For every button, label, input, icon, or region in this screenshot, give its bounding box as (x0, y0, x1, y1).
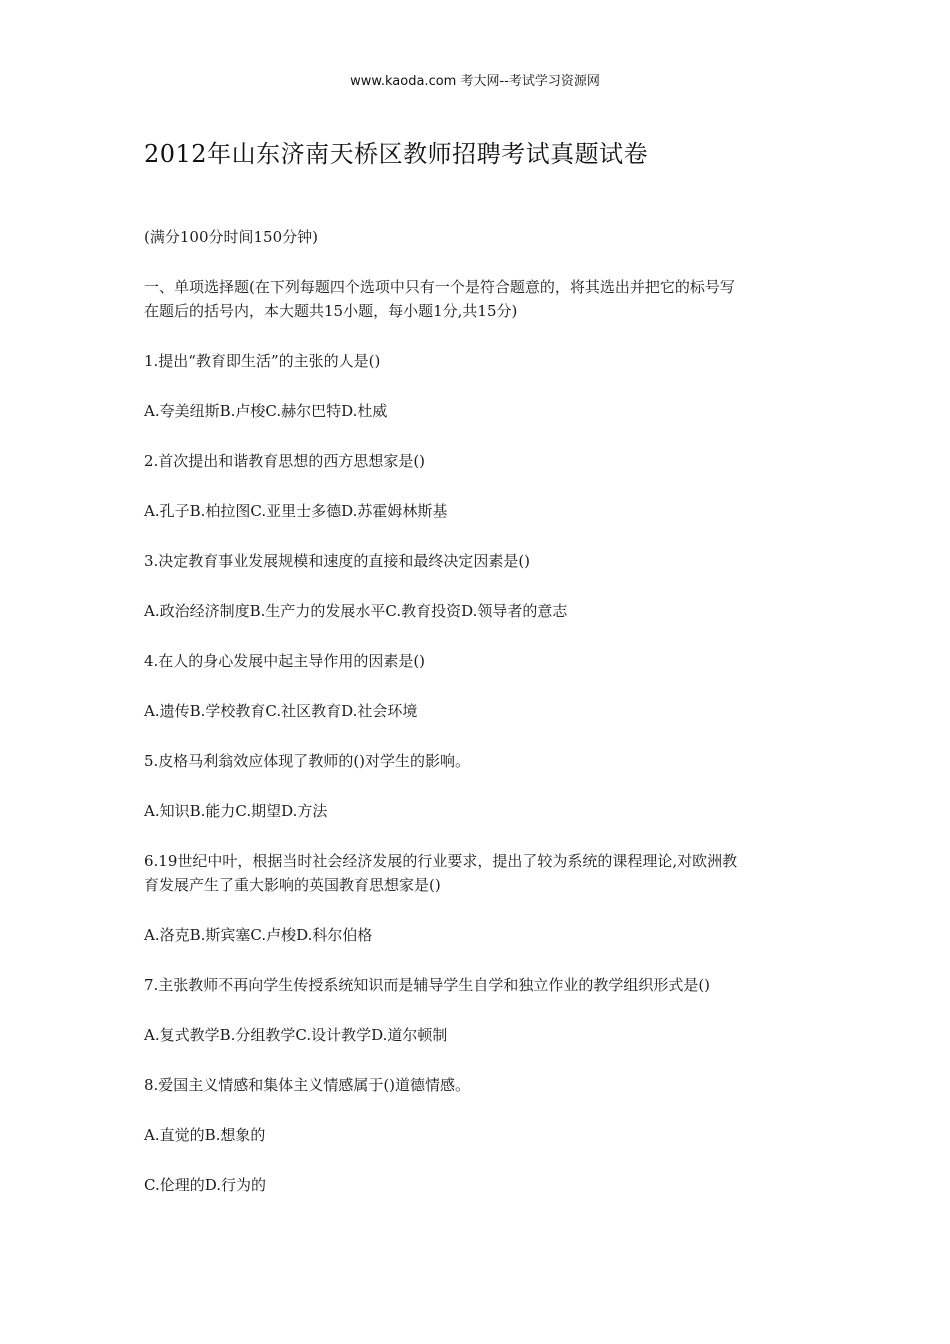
question-4-stem: 4.在人的身心发展中起主导作用的因素是() (144, 652, 426, 670)
question-2-stem: 2.首次提出和谐教育思想的西方思想家是() (144, 452, 426, 470)
question-6-stem-line-1: 6.19世纪中叶，根据当时社会经济发展的行业要求，提出了较为系统的课程理论,对欧洲教 (144, 852, 738, 870)
question-8-stem: 8.爱国主义情感和集体主义情感属于()道德情感。 (144, 1076, 471, 1094)
section-heading-line-2: 在题后的括号内，本大题共15小题，每小题1分,共15分) (144, 302, 518, 320)
question-7-options: A.复式教学B.分组教学C.设计教学D.道尔顿制 (144, 1026, 448, 1044)
question-8-options-1: A.直觉的B.想象的 (144, 1126, 266, 1144)
question-5-stem: 5.皮格马利翁效应体现了教师的()对学生的影响。 (144, 752, 471, 770)
question-3-stem: 3.决定教育事业发展规模和速度的直接和最终决定因素是() (144, 552, 531, 570)
question-4-options: A.遗传B.学校教育C.社区教育D.社会环境 (144, 702, 418, 720)
question-7-stem: 7.主张教师不再向学生传授系统知识而是辅导学生自学和独立作业的教学组织形式是() (144, 976, 711, 994)
section-heading-line-1: 一、单项选择题(在下列每题四个选项中只有一个是符合题意的，将其选出并把它的标号写 (144, 278, 735, 296)
question-3-options: A.政治经济制度B.生产力的发展水平C.教育投资D.领导者的意志 (144, 602, 568, 620)
question-1-options: A.夸美纽斯B.卢梭C.赫尔巴特D.杜威 (144, 402, 388, 420)
page-header: www.kaoda.com 考大网--考试学习资源网 (350, 74, 600, 89)
question-8-options-2: C.伦理的D.行为的 (144, 1176, 266, 1194)
question-1-stem: 1.提出“教育即生活”的主张的人是() (144, 352, 381, 370)
question-6-options: A.洛克B.斯宾塞C.卢梭D.科尔伯格 (144, 926, 373, 944)
question-6-stem-line-2: 育发展产生了重大影响的英国教育思想家是() (144, 876, 441, 894)
question-2-options: A.孔子B.柏拉图C.亚里士多德D.苏霍姆林斯基 (144, 502, 448, 520)
question-5-options: A.知识B.能力C.期望D.方法 (144, 802, 328, 820)
page-title: 2012年山东济南天桥区教师招聘考试真题试卷 (144, 140, 649, 168)
exam-meta: (满分100分时间150分钟) (144, 228, 318, 246)
